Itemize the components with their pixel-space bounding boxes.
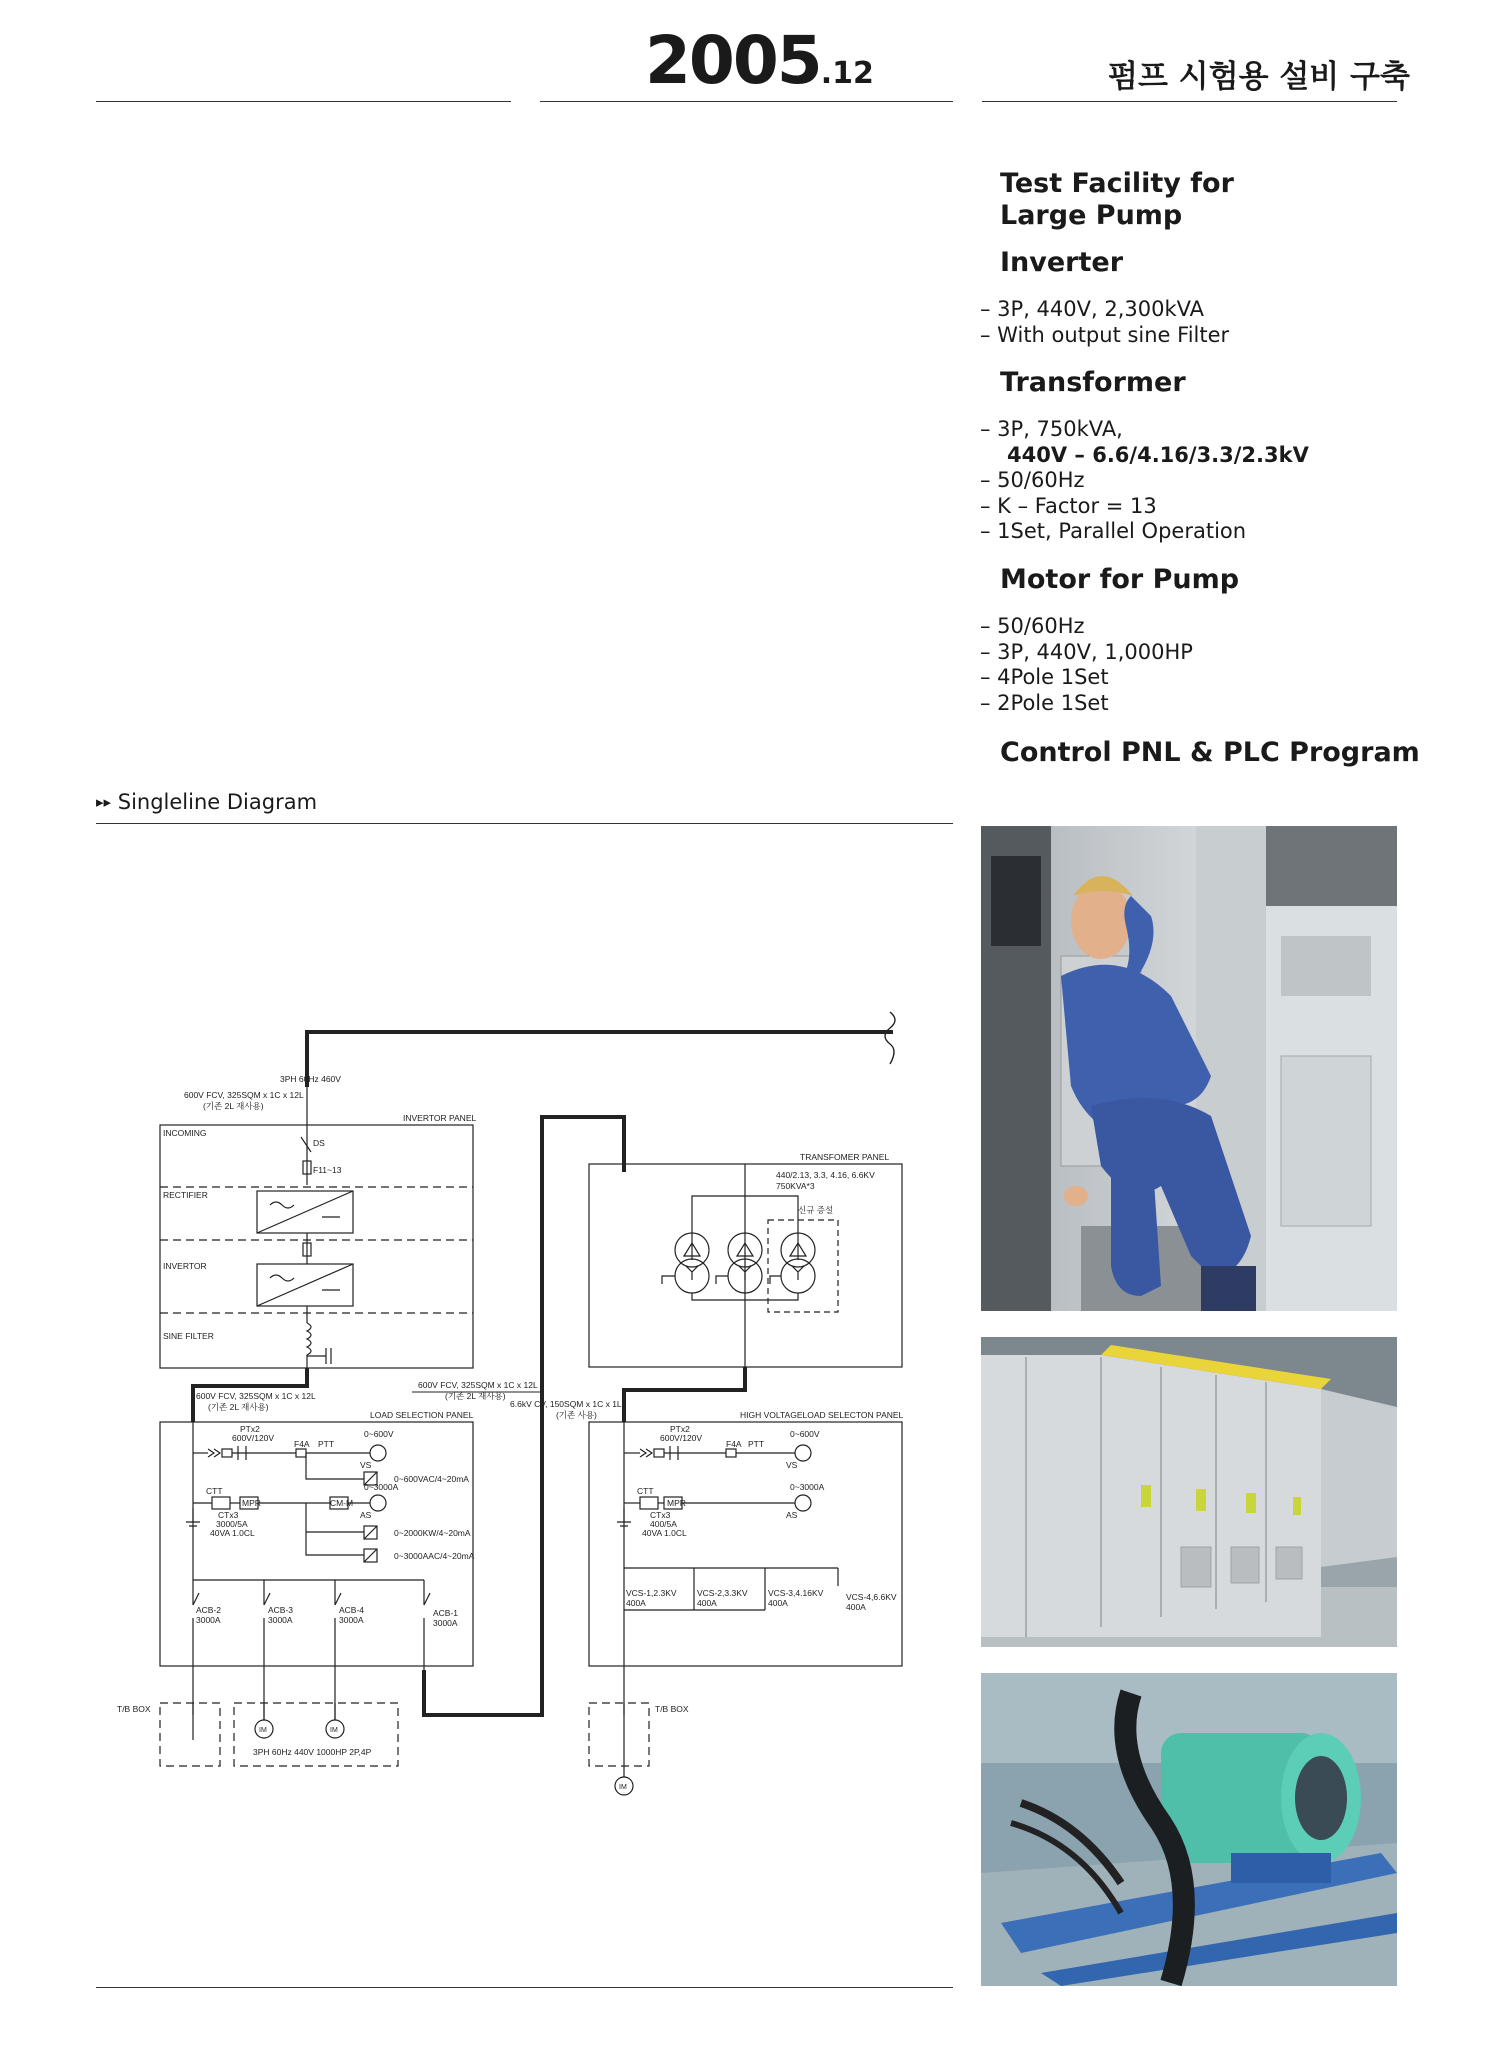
spec-line: – K – Factor = 13	[980, 493, 1157, 518]
issue-year: 2005	[645, 22, 821, 99]
motor-label: IM	[330, 1727, 338, 1734]
voltmeter-icon	[370, 1445, 386, 1461]
diagram-label: 3000/5A	[216, 1519, 248, 1529]
spec-line: – 50/60Hz	[980, 614, 1085, 638]
diagram-label: 40VA 1.0CL	[210, 1528, 255, 1538]
spec-line: – 2Pole 1Set	[980, 690, 1109, 715]
diagram-label: F4A	[294, 1439, 310, 1449]
diagram-label: DS	[313, 1138, 325, 1148]
diagram-label: 3000A	[339, 1615, 364, 1625]
diagram-label: (기존 2L 재사용)	[445, 1391, 506, 1401]
diagram-label: 400/5A	[650, 1519, 677, 1529]
diagram-label: INCOMING	[163, 1128, 207, 1138]
diagram-label: (기존 사용)	[556, 1410, 597, 1420]
section-marker-icon: ▸▸	[96, 793, 112, 811]
diagram-label: PTT	[318, 1439, 335, 1449]
diagram-label: CTT	[637, 1486, 654, 1496]
diagram-label: RECTIFIER	[163, 1190, 208, 1200]
diagram-label: ACB-2	[196, 1605, 222, 1615]
page-title-line1: Test Facility for	[1000, 168, 1234, 199]
transformer-specs	[980, 417, 1309, 545]
tb-box-left	[160, 1703, 220, 1766]
spec-line: – 3P, 750kVA,	[980, 417, 1123, 441]
diagram-label: 0~600VAC/4~20mA	[394, 1474, 469, 1484]
reactor-icon	[307, 1323, 311, 1370]
section-title: Singleline Diagram	[117, 790, 318, 814]
inverter-specs	[980, 297, 1229, 348]
motor-label: IM	[619, 1784, 627, 1791]
spec-line: – 50/60Hz	[980, 468, 1085, 492]
header-rule-right	[982, 101, 1397, 102]
ammeter-icon	[370, 1495, 386, 1511]
spec-line: – With output sine Filter	[980, 322, 1230, 347]
diagram-label: CTx3	[650, 1510, 671, 1520]
diagram-label: AS	[786, 1510, 798, 1520]
diagram-label: ACB-4	[339, 1605, 365, 1615]
diagram-label: 3PH 60Hz 440V 1000HP 2P,4P	[253, 1747, 372, 1757]
diagram-label: 400A	[626, 1598, 646, 1608]
diagram-label: 600V/120V	[232, 1433, 275, 1443]
transformer-heading: Transformer	[1000, 367, 1186, 398]
hv-selection-panel-box	[589, 1422, 902, 1666]
diagram-label: 400A	[846, 1602, 866, 1612]
diagram-label: VCS-1,2.3KV	[626, 1588, 677, 1598]
diagram-label: 3000A	[433, 1618, 458, 1628]
page-title	[1000, 168, 1234, 232]
diagram-label: CM-M	[330, 1498, 354, 1508]
diagram-label: CTT	[206, 1486, 223, 1496]
diagram-label: MPR	[242, 1498, 261, 1508]
diagram-label: INVERTOR PANEL	[403, 1113, 477, 1123]
spec-line: – 3P, 440V, 2,300kVA	[980, 297, 1205, 321]
main-bus-line	[307, 1032, 893, 1087]
issue-month: .12	[820, 56, 874, 91]
diagram-label: 0~600V	[790, 1429, 820, 1439]
korean-page-title: 펌프 시험용 설비 구축	[1108, 59, 1410, 95]
motor-specs	[980, 614, 1193, 716]
diagram-label: 600V FCV, 325SQM x 1C x 12L	[184, 1090, 304, 1100]
control-heading: Control PNL & PLC Program	[1000, 737, 1420, 768]
diagram-label: LOAD SELECTION PANEL	[370, 1410, 474, 1420]
diagram-label: AS	[360, 1510, 372, 1520]
diagram-label: VS	[360, 1460, 372, 1470]
diagram-label: 0~3000A	[364, 1482, 399, 1492]
diagram-label: TRANSFOMER PANEL	[800, 1152, 890, 1162]
spec-line: – 4Pole 1Set	[980, 665, 1109, 689]
motor-photo-illustration	[981, 1673, 1397, 1986]
motor-label: IM	[259, 1727, 267, 1734]
diagram-label: T/B BOX	[117, 1704, 151, 1714]
diagram-label: ACB-1	[433, 1608, 459, 1618]
technician-photo-illustration	[981, 826, 1397, 1311]
bus-break-icon	[885, 1012, 895, 1064]
diagram-label: PTx2	[670, 1424, 690, 1434]
diagram-label: 3000A	[268, 1615, 293, 1625]
diagram-label: PTT	[748, 1439, 765, 1449]
diagram-label: 3PH 60Hz 460V	[280, 1074, 341, 1084]
diagram-label: MPR	[667, 1498, 686, 1508]
diagram-label: 600V FCV, 325SQM x 1C x 12L	[418, 1380, 538, 1390]
diagram-label: T/B BOX	[655, 1704, 689, 1714]
diagram-label: F4A	[726, 1439, 742, 1449]
diagram-label: 40VA 1.0CL	[642, 1528, 687, 1538]
photo-technician-inverter	[981, 826, 1397, 1311]
tb-box-right	[589, 1703, 649, 1766]
diagram-label: INVERTOR	[163, 1261, 207, 1271]
diagram-label: F11~13	[313, 1165, 342, 1175]
diagram-label: HIGH VOLTAGELOAD SELECTON PANEL	[740, 1410, 904, 1420]
motor-heading: Motor for Pump	[1000, 564, 1240, 595]
diagram-label: VCS-2,3.3KV	[697, 1588, 748, 1598]
diagram-label: PTx2	[240, 1424, 260, 1434]
diagram-label: 750KVA*3	[776, 1181, 815, 1191]
diagram-label: 6.6kV CV, 150SQM x 1C x 1L	[510, 1399, 622, 1409]
diagram-label: 신규 증설	[798, 1205, 834, 1215]
diagram-label: VCS-3,4.16KV	[768, 1588, 824, 1598]
spec-line-bold: 440V – 6.6/4.16/3.3/2.3kV	[1007, 442, 1309, 467]
diagram-label: 600V/120V	[660, 1433, 703, 1443]
spec-line: – 1Set, Parallel Operation	[980, 519, 1247, 543]
diagram-label: CTx3	[218, 1510, 239, 1520]
diagram-label: 0~2000KW/4~20mA	[394, 1528, 471, 1538]
diagram-label: 600V FCV, 325SQM x 1C x 12L	[196, 1391, 316, 1401]
diagram-label: 0~3000A	[790, 1482, 825, 1492]
load-selection-panel-box	[160, 1422, 473, 1666]
photo-inverter-cabinets	[981, 1337, 1397, 1647]
diagram-label: VS	[786, 1460, 798, 1470]
diagram-label: 0~600V	[364, 1429, 394, 1439]
diagram-label: 400A	[697, 1598, 717, 1608]
inverter-heading: Inverter	[1000, 247, 1124, 278]
spec-line: – 3P, 440V, 1,000HP	[980, 639, 1193, 664]
diagram-label: 440/2.13, 3.3, 4.16, 6.6KV	[776, 1170, 875, 1180]
photo-pump-motor	[981, 1673, 1397, 1986]
diagram-label: 0~3000AAC/4~20mA	[394, 1551, 475, 1561]
page-title-line2: Large Pump	[1000, 200, 1183, 231]
diagram-label: VCS-4,6.6KV	[846, 1592, 897, 1602]
diagram-label: 3000A	[196, 1615, 221, 1625]
diagram-label: (기존 2L 재사용)	[203, 1101, 264, 1111]
diagram-label: 400A	[768, 1598, 788, 1608]
cabinets-photo-illustration	[981, 1337, 1397, 1647]
diagram-label: ACB-3	[268, 1605, 294, 1615]
diagram-label: SINE FILTER	[163, 1331, 214, 1341]
diagram-label: (기존 2L 재사용)	[208, 1402, 269, 1412]
